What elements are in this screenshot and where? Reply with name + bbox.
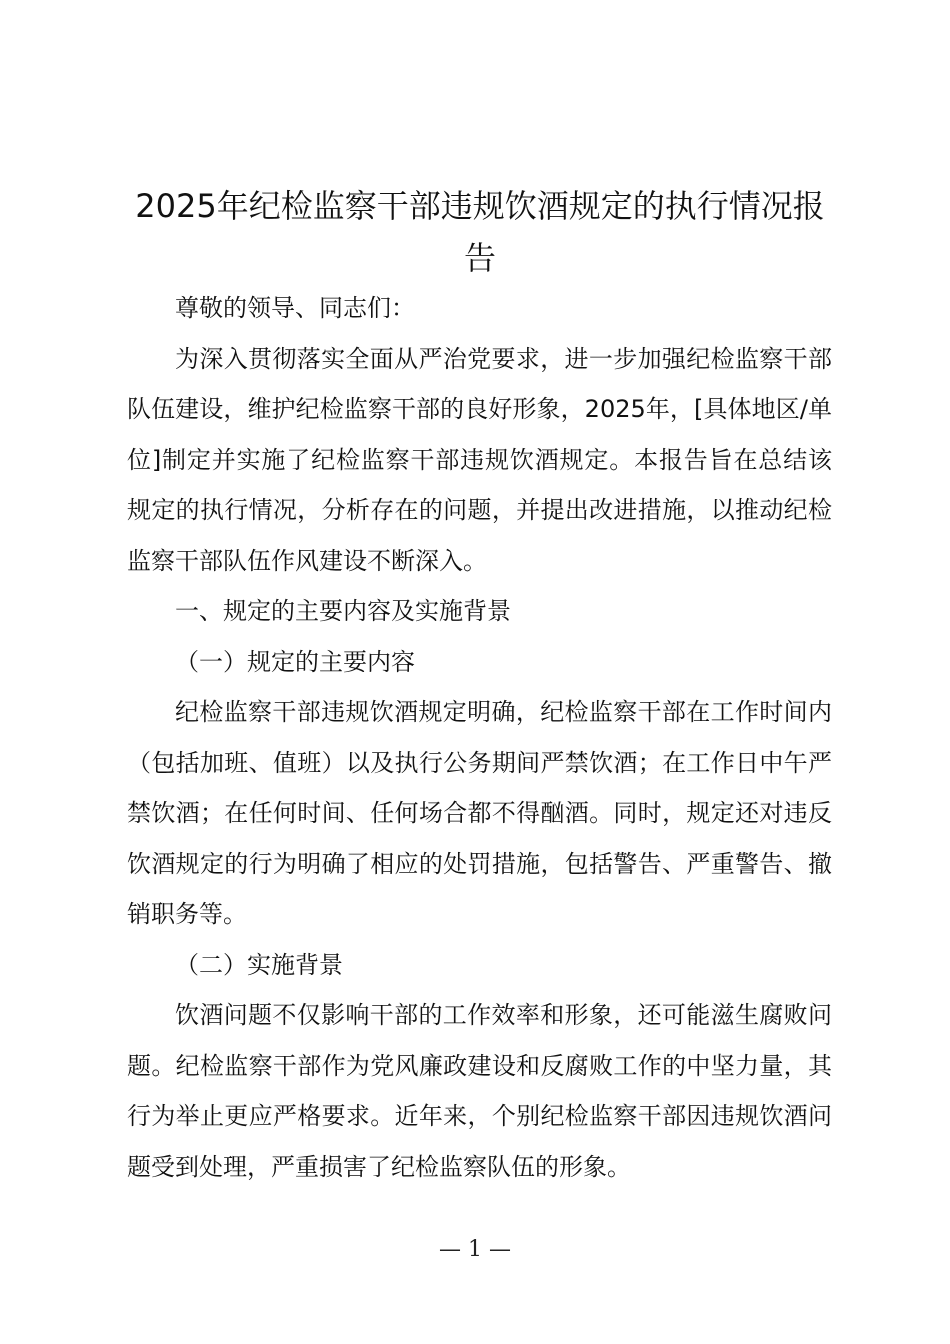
section-heading-1: 一、规定的主要内容及实施背景 [175,597,511,625]
document-body [127,283,832,1192]
subsection-heading-2: （二）实施背景 [175,950,343,979]
paragraph-main-content: 纪检监察干部违规饮酒规定明确，纪检监察干部在工作时间内（包括加班、值班）以及执行公务期间严禁饮酒；在工作日中午严禁饮酒；在任何时间、任何场合都不得酗酒。同时，规定还对违反饮酒规定的行为明确了相应的处罚措施，包括警告、严重警告、撤销职务等。 [127,698,832,928]
subsection-heading-1: （一）规定的主要内容 [175,647,415,676]
paragraph-intro: 为深入贯彻落实全面从严治党要求，进一步加强纪检监察干部队伍建设，维护纪检监察干部的良好形象，2025年，[具体地区/单位]制定并实施了纪检监察干部违规饮酒规定。本报告旨在总结该规定的执行情况，分析存在的问题，并提出改进措施，以推动纪检监察干部队伍作风建设不断深入。 [127,344,832,575]
salutation: 尊敬的领导、同志们： [175,294,415,322]
page-number: — 1 — [439,1237,511,1262]
document-title: 2025年纪检监察干部违规饮酒规定的执行情况报告 [135,187,825,277]
paragraph-background: 饮酒问题不仅影响干部的工作效率和形象，还可能滋生腐败问题。纪检监察干部作为党风廉政建设和反腐败工作的中坚力量，其行为举止更应严格要求。近年来，个别纪检监察干部因违规饮酒问题受到处理，严重损害了纪检监察队伍的形象。 [127,1001,832,1181]
